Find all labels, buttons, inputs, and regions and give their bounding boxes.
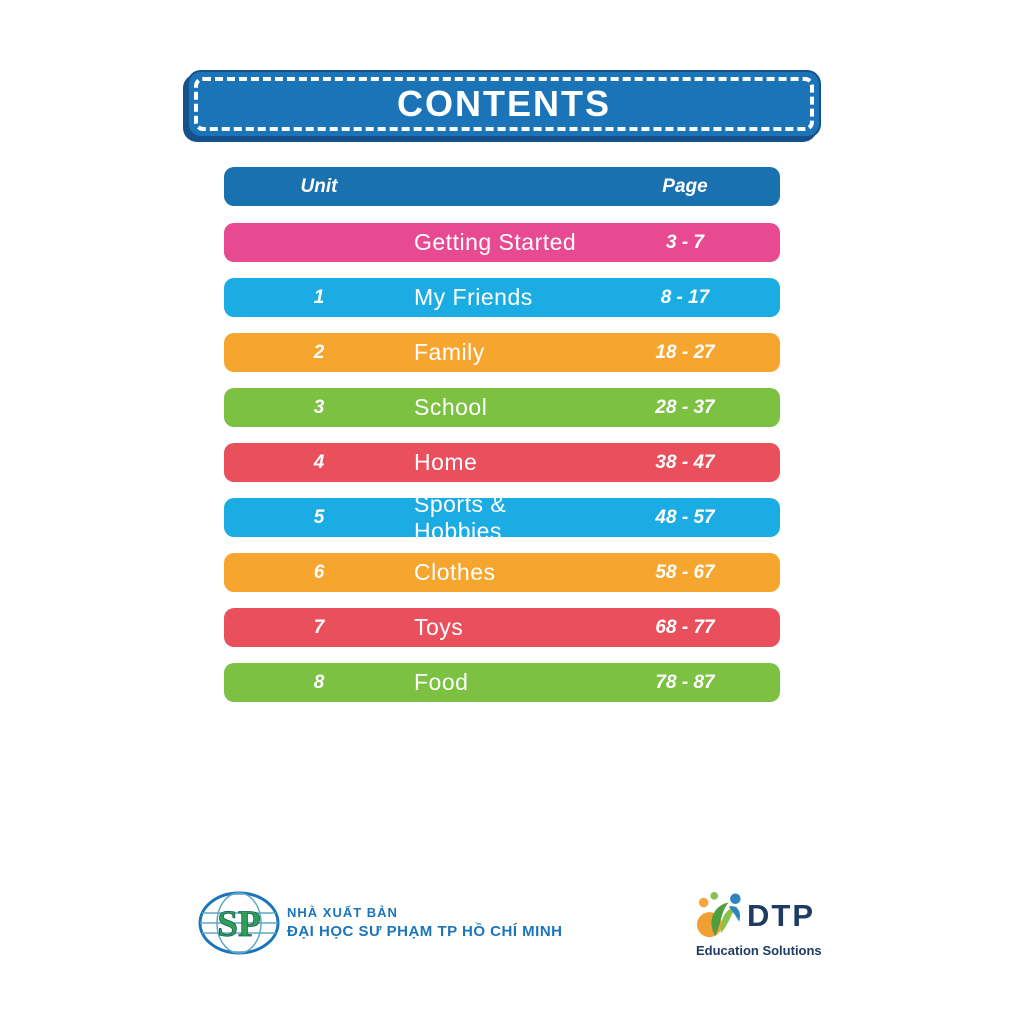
table-row (224, 553, 780, 592)
unit-number: 5 (313, 506, 325, 528)
table-row (224, 223, 780, 262)
table-body (224, 223, 780, 702)
table-row (224, 608, 780, 647)
table-row (224, 490, 780, 544)
unit-number: 2 (313, 341, 325, 363)
table-header-row (224, 167, 780, 206)
dtp-logo-block (696, 890, 826, 958)
unit-title: Sports & Hobbies (414, 490, 507, 544)
unit-pages: 38 - 47 (655, 451, 715, 473)
table-row (224, 278, 780, 317)
unit-title: Home (414, 449, 478, 475)
publisher-line2: ĐẠI HỌC SƯ PHẠM TP HỒ CHÍ MINH (287, 922, 563, 940)
unit-column-header: Unit (300, 175, 338, 197)
table-row (224, 663, 780, 702)
svg-text:SP: SP (217, 904, 261, 945)
table-row (224, 333, 780, 372)
unit-pages: 68 - 77 (655, 616, 715, 638)
page-column-header: Page (662, 175, 708, 197)
unit-title: Toys (414, 614, 464, 640)
publisher-logo-block (198, 891, 563, 955)
unit-pages: 18 - 27 (655, 341, 715, 363)
publisher-name (287, 904, 563, 942)
unit-pages: 78 - 87 (655, 671, 715, 693)
unit-number: 7 (313, 616, 325, 638)
unit-title: School (414, 394, 488, 420)
unit-pages: 48 - 57 (655, 506, 715, 528)
unit-title: Getting Started (414, 229, 577, 255)
dtp-people-logo (696, 890, 744, 942)
unit-number: 6 (313, 561, 325, 583)
unit-pages: 8 - 17 (660, 286, 710, 308)
publisher-line1: NHÀ XUẤT BẢN (287, 905, 398, 921)
dtp-subtitle: Education Solutions (696, 943, 822, 958)
unit-title: Family (414, 339, 485, 365)
unit-pages: 3 - 7 (665, 231, 705, 253)
contents-banner-dashed-frame (194, 77, 814, 131)
unit-title: Food (414, 669, 469, 695)
sp-globe-logo (198, 891, 280, 955)
table-row (224, 443, 780, 482)
unit-number: 8 (313, 671, 325, 693)
unit-pages: 28 - 37 (655, 396, 715, 418)
contents-table (224, 167, 780, 718)
table-row (224, 388, 780, 427)
unit-title: Clothes (414, 559, 496, 585)
unit-number: 4 (313, 451, 325, 473)
page-title: CONTENTS (397, 83, 611, 124)
unit-pages: 58 - 67 (655, 561, 715, 583)
unit-title: My Friends (414, 284, 533, 310)
unit-number: 1 (313, 286, 325, 308)
dtp-name: DTP (747, 898, 815, 933)
unit-number: 3 (313, 396, 325, 418)
contents-banner (187, 70, 821, 138)
